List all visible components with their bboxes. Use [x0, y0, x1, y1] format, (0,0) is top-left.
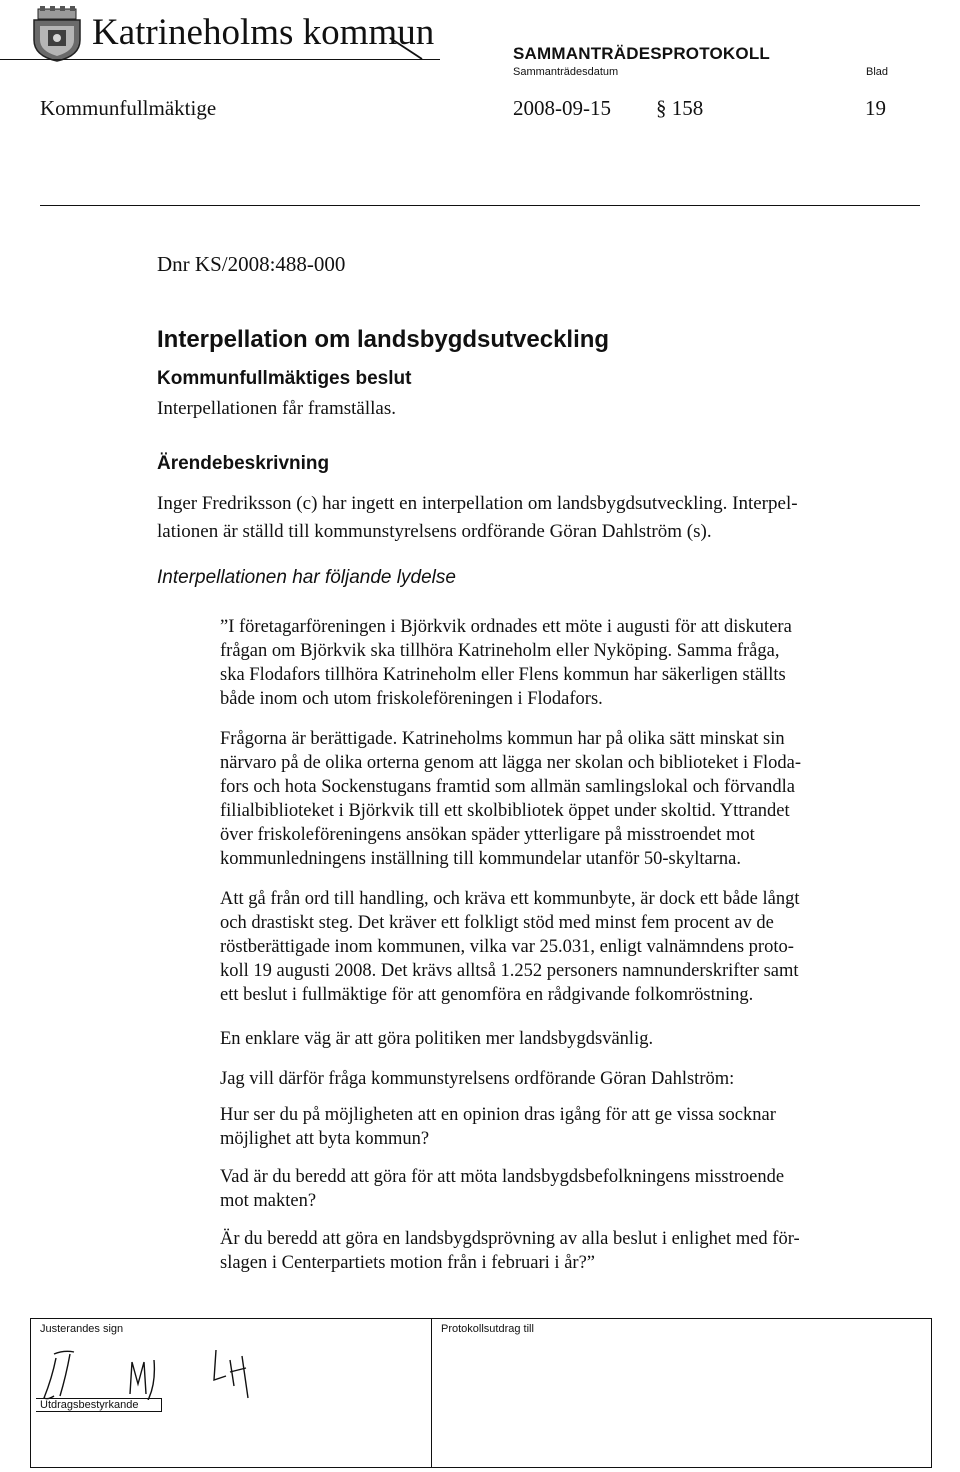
text-line: En enklare väg är att göra politiken mer landsbygdsvänlig. [220, 1029, 654, 1049]
signature-label: Justerandes sign [40, 1323, 124, 1335]
decision-body: Kommunfullmäktige [40, 96, 217, 120]
applicant-certification-label: Utdragsbestyrkande [40, 1399, 139, 1411]
quote-paragraph [220, 1227, 800, 1275]
text-line: över friskoleföreningens ansökan späder ytterligare på misstroendet mot [220, 825, 755, 845]
text-line: slagen i Centerpartiets motion från i februari i år?” [220, 1253, 595, 1273]
text-line: ”I företagarföreningen i Björkvik ordnades ett möte i augusti för att diskutera [220, 617, 792, 637]
text-line: både inom och utom friskoleföreningen i Flodafors. [220, 689, 603, 709]
quote-heading: Interpellationen har följande lydelse [157, 567, 456, 588]
header-divider [40, 205, 920, 206]
header-slash-mark [386, 36, 426, 60]
case-number: Dnr KS/2008:488-000 [157, 252, 346, 276]
protocol-extract-box [432, 1318, 932, 1468]
description-paragraph [157, 490, 917, 546]
quote-paragraph [220, 887, 800, 1007]
page-number: 19 [865, 96, 886, 120]
text-line: Är du beredd att göra en landsbygdsprövning av alla beslut i enlighet med för- [220, 1229, 800, 1249]
quote-paragraph [220, 727, 801, 871]
text-line: närvaro på de olika orterna genom att lägga ner skolan och biblioteket i Floda- [220, 753, 802, 773]
text-line: mot makten? [220, 1191, 317, 1211]
municipality-name: Katrineholms kommun [92, 12, 435, 53]
text-line: och drastiskt steg. Det kräver ett folkligt stöd med minst fem procent av de [220, 913, 774, 933]
description-heading: Ärendebeskrivning [157, 453, 330, 474]
quote-paragraph [220, 1103, 776, 1151]
meeting-date-label: Sammanträdesdatum [513, 66, 619, 78]
text-line: Vad är du beredd att göra för att möta landsbygdsbefolkningens misstroende [220, 1167, 785, 1187]
text-line: koll 19 augusti 2008. Det krävs alltså 1.252 personers namnunderskrifter samt [220, 961, 799, 981]
section-number: § 158 [656, 96, 704, 120]
text-line: lationen är ställd till kommunstyrelsens ordförande Göran Dahlström (s). [157, 521, 712, 542]
page-title: Interpellation om landsbygdsutveckling [157, 326, 610, 353]
protocol-extract-label: Protokollsutdrag till [441, 1323, 534, 1335]
text-line: Hur ser du på möjligheten att en opinion dras igång för att ge vissa socknar [220, 1105, 776, 1125]
text-line: Inger Fredriksson (c) har ingett en interpellation om landsbygdsutveckling. Interpel- [157, 493, 798, 514]
text-line: Frågorna är berättigade. Katrineholms kommun har på olika sätt minskat sin [220, 729, 785, 749]
text-line: Att gå från ord till handling, och kräva ett kommunbyte, är dock ett både långt [220, 889, 800, 909]
header-underline [0, 59, 440, 60]
text-line: möjlighet att byta kommun? [220, 1129, 430, 1149]
handwritten-initials [30, 1340, 270, 1400]
municipal-crest-icon [30, 6, 84, 62]
text-line: frågan om Björkvik ska tillhöra Katrineholm eller Nyköping. Samma fråga, [220, 641, 780, 661]
quote-paragraph [220, 1165, 784, 1213]
page-label: Blad [866, 66, 889, 78]
decision-heading: Kommunfullmäktiges beslut [157, 368, 412, 389]
text-line: filialbiblioteket i Björkvik till ett skolbibliotek öppet under skoltid. Yttrandet [220, 801, 790, 821]
document-type: SAMMANTRÄDESPROTOKOLL [513, 44, 770, 63]
quote-paragraph [220, 1027, 653, 1051]
meeting-date: 2008-09-15 [513, 96, 611, 120]
decision-text: Interpellationen får framställas. [157, 398, 396, 419]
text-line: fors och hota Sockenstugans framtid som allmän samlingslokal och förvandla [220, 777, 795, 797]
quote-paragraph [220, 1067, 734, 1091]
text-line: Jag vill därför fråga kommunstyrelsens ordförande Göran Dahlström: [220, 1069, 735, 1089]
quote-paragraph [220, 615, 792, 711]
text-line: ett beslut i fullmäktige för att genomföra en rådgivande folkomröstning. [220, 985, 754, 1005]
text-line: ska Flodafors tillhöra Katrineholm eller Flens kommun har säkerligen ställts [220, 665, 786, 685]
text-line: kommunledningens inställning till kommundelar utanför 50-skyltarna. [220, 849, 741, 869]
text-line: röstberättigade inom kommunen, vilka var 25.031, enligt valnämndens proto- [220, 937, 794, 957]
